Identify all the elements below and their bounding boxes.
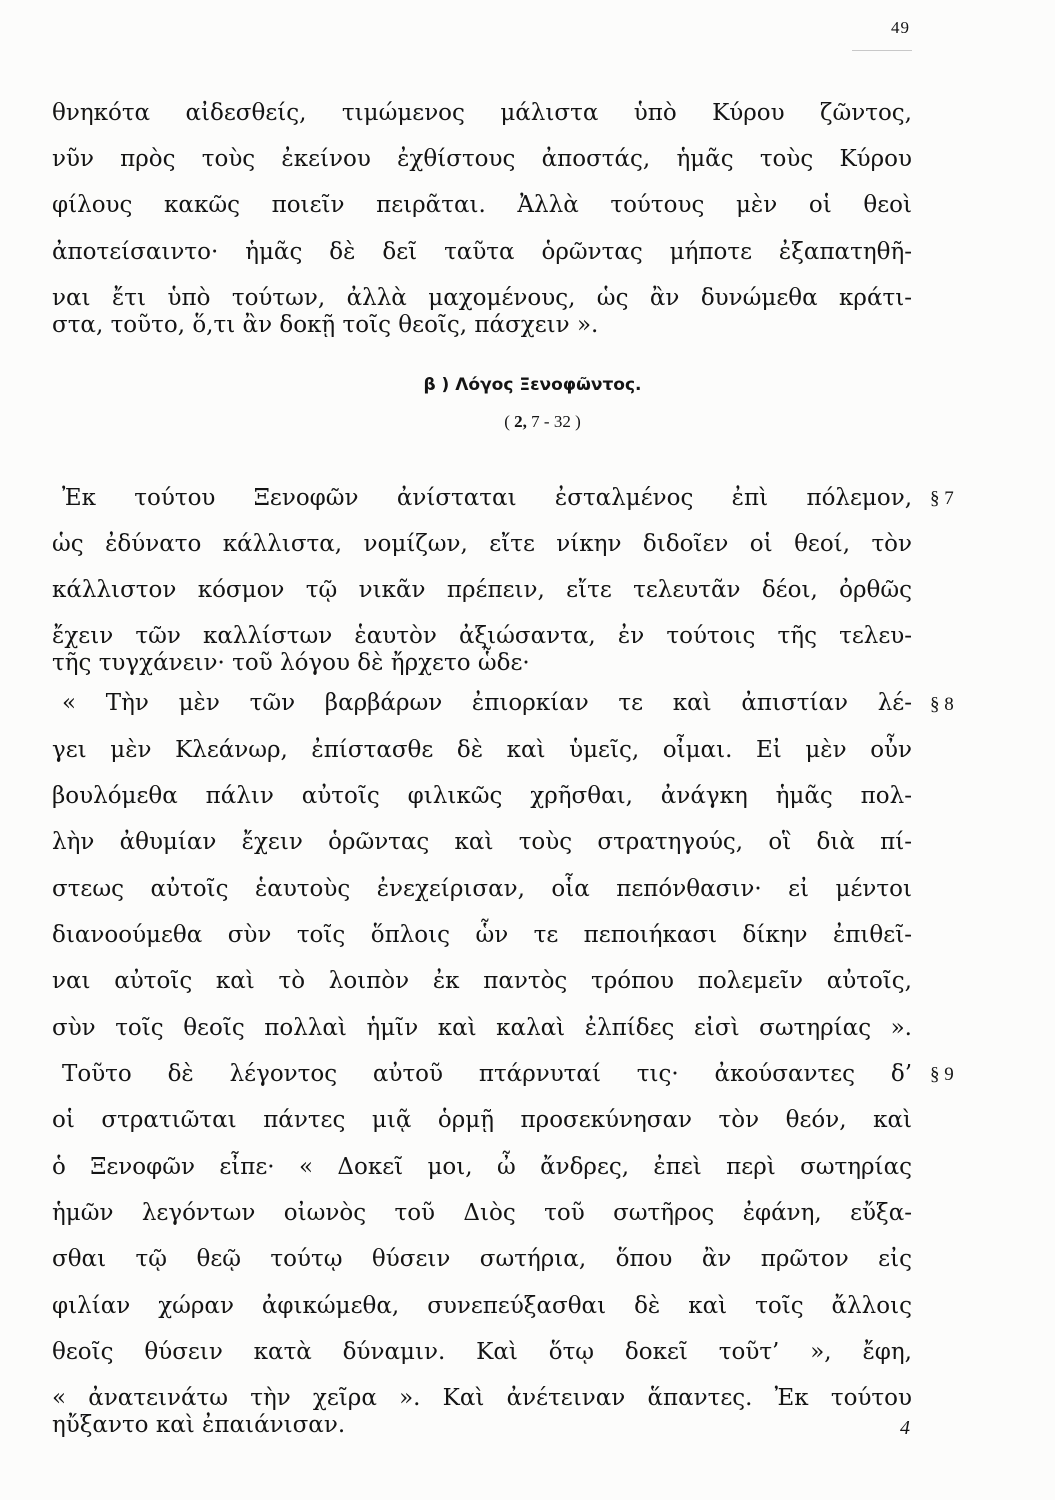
text-line: τῆς τυγχάνειν· τοῦ λόγου δὲ ἤρχετο ὧδε· (52, 650, 530, 676)
margin-section-9: § 9 (930, 1064, 954, 1085)
text-line: γει μὲν Κλεάνωρ, ἐπίστασθε δὲ καὶ ὑμεῖς, οἶμαι. Εἰ μὲν οὖν (52, 737, 912, 763)
text-line: φιλίαν χώραν ἀφικώμεθα, συνεπεύξασθαι δὲ καὶ τοῖς ἄλλοις (52, 1293, 912, 1319)
text-line: οἱ στρατιῶται πάντες μιᾷ ὁρμῇ προσεκύνησαν τὸν θεόν, καὶ (52, 1107, 912, 1133)
text-line: θνηκότα αἰδεσθείς, τιμώμενος μάλιστα ὑπὸ Κύρου ζῶντος, (52, 100, 912, 126)
text-line: ναι αὐτοῖς καὶ τὸ λοιπὸν ἐκ παντὸς τρόπου πολεμεῖν αὐτοῖς, (52, 968, 912, 994)
text-line: Τοῦτο δὲ λέγοντος αὐτοῦ πτάρνυταί τις· ἀκούσαντες δ’ (62, 1061, 912, 1087)
section-ref-chapter: 2, (514, 412, 527, 431)
header-rule (852, 50, 912, 51)
section-reference (0, 412, 1055, 432)
margin-section-7: § 7 (930, 488, 954, 509)
text-line: διανοούμεθα σὺν τοῖς ὅπλοις ὧν τε πεποιήκασι δίκην ἐπιθεῖ- (52, 922, 912, 948)
text-line: ὁ Ξενοφῶν εἶπε· « Δοκεῖ μοι, ὦ ἄνδρες, ἐπεὶ περὶ σωτηρίας (52, 1154, 912, 1180)
text-line: ἀποτείσαιντο· ἡμᾶς δὲ δεῖ ταῦτα ὁρῶντας μήποτε ἐξαπατηθῆ- (52, 239, 912, 265)
margin-section-8: § 8 (930, 694, 954, 715)
text-line: στα, τοῦτο, ὅ,τι ἂν δοκῇ τοῖς θεοῖς, πάσχειν ». (52, 312, 599, 338)
section-title: β ) Λόγος Ξενοφῶντος. (423, 375, 642, 395)
page-number: 49 (891, 18, 910, 37)
section-ref-range: 7 - 32 ) (526, 412, 581, 431)
text-line: σὺν τοῖς θεοῖς πολλαὶ ἡμῖν καὶ καλαὶ ἐλπίδες εἰσὶ σωτηρίας ». (52, 1015, 912, 1041)
text-line: θεοῖς θύσειν κατὰ δύναμιν. Καὶ ὅτῳ δοκεῖ τοῦτ’ », ἔφη, (52, 1339, 912, 1365)
text-line: ναι ἔτι ὑπὸ τούτων, ἀλλὰ μαχομένους, ὡς ἂν δυνώμεθα κράτι- (52, 285, 912, 311)
text-line: νῦν πρὸς τοὺς ἐκείνου ἐχθίστους ἀποστάς, ἡμᾶς τοὺς Κύρου (52, 146, 912, 172)
text-line: « ἀνατεινάτω τὴν χεῖρα ». Καὶ ἀνέτειναν ἅπαντες. Ἐκ τούτου (52, 1385, 912, 1411)
text-line: στεως αὐτοῖς ἑαυτοὺς ἐνεχείρισαν, οἷα πεπόνθασιν· εἰ μέντοι (52, 876, 912, 902)
section-ref-open: ( (504, 412, 515, 431)
text-line: ὡς ἐδύνατο κάλλιστα, νομίζων, εἴτε νίκην διδοῖεν οἱ θεοί, τὸν (52, 531, 912, 557)
text-line: φίλους κακῶς ποιεῖν πειρᾶται. Ἀλλὰ τούτους μὲν οἱ θεοὶ (52, 192, 912, 218)
text-line: ἡμῶν λεγόντων οἰωνὸς τοῦ Διὸς τοῦ σωτῆρος ἐφάνη, εὔξα- (52, 1200, 912, 1226)
text-line: σθαι τῷ θεῷ τούτῳ θύσειν σωτήρια, ὅπου ἂν πρῶτον εἰς (52, 1246, 912, 1272)
signature-mark: 4 (900, 1417, 910, 1439)
text-line: λὴν ἀθυμίαν ἔχειν ὁρῶντας καὶ τοὺς στρατηγούς, οἳ διὰ πί- (52, 829, 912, 855)
text-line: ηὔξαντο καὶ ἐπαιάνισαν. (52, 1412, 346, 1438)
text-line: « Τὴν μὲν τῶν βαρβάρων ἐπιορκίαν τε καὶ ἀπιστίαν λέ- (62, 690, 912, 716)
text-line: ἔχειν τῶν καλλίστων ἑαυτὸν ἀξιώσαντα, ἐν τούτοις τῆς τελευ- (52, 623, 912, 649)
text-line: Ἐκ τούτου Ξενοφῶν ἀνίσταται ἐσταλμένος ἐπὶ πόλεμον, (62, 485, 912, 511)
text-line: βουλόμεθα πάλιν αὐτοῖς φιλικῶς χρῆσθαι, ἀνάγκη ἡμᾶς πολ- (52, 783, 912, 809)
text-line: κάλλιστον κόσμον τῷ νικᾶν πρέπειν, εἴτε τελευτᾶν δέοι, ὀρθῶς (52, 577, 912, 603)
